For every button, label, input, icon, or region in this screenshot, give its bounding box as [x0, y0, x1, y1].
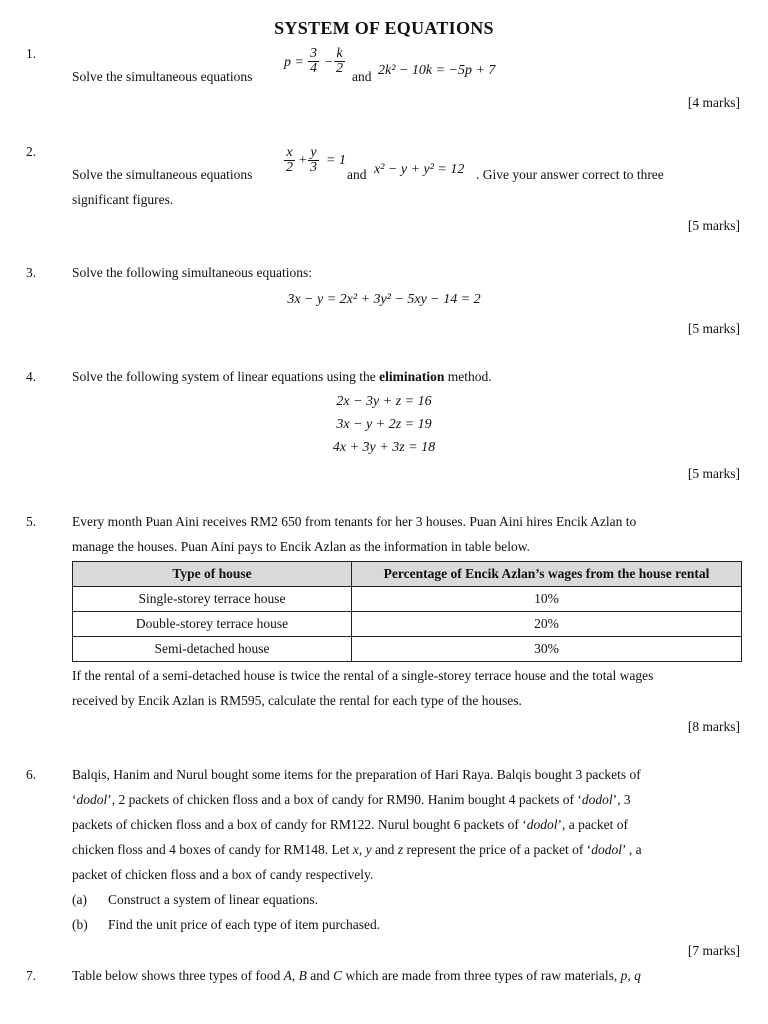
q2-frac-y-num: y: [308, 146, 319, 161]
q2-line2: significant figures.: [72, 192, 174, 207]
q1-line: [72, 47, 752, 87]
q7-line1: [72, 968, 641, 984]
q6-line3: [72, 817, 628, 833]
q4-lead-bold: elimination: [379, 369, 445, 384]
table-cell: Single-storey terrace house: [73, 587, 352, 612]
q2-frac-x-den: 2: [286, 160, 293, 175]
q6-l3b: ’, a packet of: [557, 817, 628, 832]
q1-frac-2-den: 2: [336, 61, 343, 76]
q6-sub-a: [72, 892, 318, 908]
q6-line2: [72, 792, 631, 808]
q6-line1: Balqis, Hanim and Nurul bought some items for the preparation of Hari Raya. Balqis bought 3 packets of: [72, 767, 641, 782]
rental-table: [72, 561, 742, 662]
q6-var-x: x: [352, 842, 359, 857]
q7-c3: ,: [627, 968, 635, 983]
q2-plus: +: [298, 153, 308, 168]
table-cell: Double-storey terrace house: [73, 612, 352, 637]
q7-food-b: B: [298, 968, 307, 983]
q6-l2-italic2: dodol: [581, 792, 613, 807]
q4-lead-b: method.: [444, 369, 492, 384]
q5-marks: [8 marks]: [687, 719, 740, 734]
q1-and: and: [352, 69, 372, 84]
q4-eq-1: 2x − 3y + z = 16: [336, 394, 432, 409]
q7-var-q: q: [634, 968, 641, 983]
q5-after1: If the rental of a semi-detached house is twice the rental of a single-storey terrace house and the total wages: [72, 668, 654, 683]
q3-lead: Solve the following simultaneous equations:: [72, 265, 312, 280]
q2-marks: [5 marks]: [687, 218, 740, 233]
q7-number: 7.: [26, 968, 37, 983]
page-title: SYSTEM OF EQUATIONS: [274, 18, 494, 38]
q7-lb: which are made from three types of raw materials,: [342, 968, 621, 983]
q4-number: 4.: [26, 369, 37, 384]
table-header-cell: Percentage of Encik Azlan’s wages from the house rental: [352, 562, 742, 587]
q6-sub-b: [72, 917, 380, 933]
table-header-row: [73, 562, 742, 587]
q1-frac-1-den: 4: [310, 61, 317, 76]
q6-l4d: ’ , a: [622, 842, 642, 857]
q1-frac-1-num: 3: [310, 46, 317, 61]
q2-number: 2.: [26, 144, 37, 159]
q7-var-p: p: [620, 968, 628, 983]
q6-sub-a-text: Construct a system of linear equations.: [108, 892, 318, 907]
q1-eq-b: 2k² − 10k = −5p + 7: [378, 63, 496, 78]
q6-sub-b-text: Find the unit price of each type of item purchased.: [108, 917, 381, 932]
q3-number: 3.: [26, 265, 37, 280]
q5-line2: manage the houses. Puan Aini pays to Encik Azlan as the information in table below.: [72, 539, 531, 554]
q5-line1: Every month Puan Aini receives RM2 650 from tenants for her 3 houses. Puan Aini hires Encik Azlan to: [72, 514, 637, 529]
q4-eq-3: 4x + 3y + 3z = 18: [332, 440, 436, 455]
q4-lead-a: Solve the following system of linear equations using the: [72, 369, 380, 384]
table-cell: Semi-detached house: [73, 637, 352, 662]
table-row: [73, 612, 742, 637]
q6-var-z: z: [397, 842, 404, 857]
q6-line4: [72, 842, 642, 858]
q6-l3-italic: dodol: [526, 817, 558, 832]
q6-number: 6.: [26, 767, 37, 782]
q1-lead: Solve the simultaneous equations: [72, 69, 253, 84]
q1-number: 1.: [26, 46, 37, 61]
q6-l4a: chicken floss and 4 boxes of candy for RM148. Let: [72, 842, 353, 857]
q6-l4c2: and: [371, 842, 398, 857]
q1-marks: [4 marks]: [687, 95, 740, 110]
q7-la: Table below shows three types of food: [72, 968, 284, 983]
table-cell: 10%: [352, 587, 742, 612]
q3-marks: [5 marks]: [687, 321, 740, 336]
q6-l4c1: ,: [358, 842, 366, 857]
q2-line: [72, 144, 752, 184]
table-row: [73, 587, 742, 612]
q1-frac-2-num: k: [334, 47, 345, 62]
q2-eq1-rhs: = 1: [326, 153, 346, 168]
table-row: [73, 637, 742, 662]
q6-l2a: ‘: [72, 792, 77, 807]
q6-l2c: ’, 3: [612, 792, 631, 807]
q5-after2: received by Encik Azlan is RM595, calculate the rental for each type of the houses.: [72, 693, 522, 708]
q1-eq-a-lhs: p =: [284, 55, 304, 70]
q6-sub-a-label: (a): [72, 892, 87, 907]
q6-l3a: packets of chicken floss and a box of candy for RM122. Nurul bought 6 packets of ‘: [72, 817, 527, 832]
q2-tail: . Give your answer correct to three: [476, 167, 664, 182]
q6-marks: [7 marks]: [687, 943, 740, 958]
q7-c1: ,: [291, 968, 299, 983]
table-cell: 20%: [352, 612, 742, 637]
q5-number: 5.: [26, 514, 37, 529]
q2-eq2: x² − y + y² = 12: [374, 162, 465, 177]
q7-food-c: C: [333, 968, 343, 983]
q2-frac-y-den: 3: [310, 160, 317, 175]
q4-eq-2: 3x − y + 2z = 19: [336, 417, 432, 432]
q2-frac-y: [308, 146, 319, 175]
q6-line5: packet of chicken floss and a box of candy respectively.: [72, 867, 374, 882]
q6-l2-italic: dodol: [76, 792, 108, 807]
q7-c2: and: [306, 968, 334, 983]
q6-sub-b-label: (b): [72, 917, 88, 932]
q2-frac-x: [284, 146, 295, 175]
q6-l4b: represent the price of a packet of ‘: [403, 842, 592, 857]
q3-equation: 3x − y = 2x² + 3y² − 5xy − 14 = 2: [287, 292, 481, 307]
q4-marks: [5 marks]: [687, 466, 740, 481]
q1-frac-1: [308, 47, 319, 76]
q4-lead: [72, 369, 492, 385]
q2-lead: Solve the simultaneous equations: [72, 167, 253, 182]
q2-and: and: [347, 167, 367, 182]
table-cell: 30%: [352, 637, 742, 662]
q6-l4-italic: dodol: [591, 842, 622, 857]
q1-frac-2: [334, 47, 345, 76]
q7-food-a: A: [283, 968, 292, 983]
q6-l2b: ’, 2 packets of chicken floss and a box of candy for RM90. Hanim bought 4 packets of ‘: [107, 792, 582, 807]
q2-frac-x-num: x: [284, 146, 295, 161]
table-header-cell: Type of house: [73, 562, 352, 587]
q6-var-y: y: [365, 842, 372, 857]
q1-minus: −: [324, 55, 334, 70]
